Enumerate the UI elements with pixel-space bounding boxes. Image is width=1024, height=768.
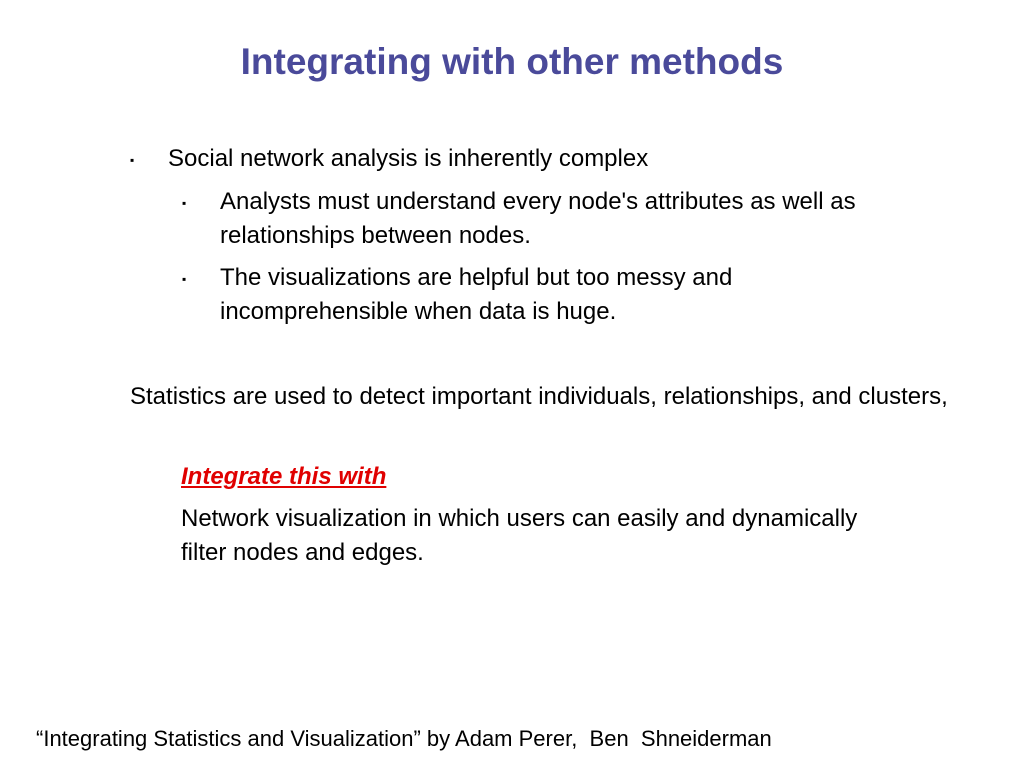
integrate-emphasis: Integrate this with xyxy=(181,463,387,490)
bullet-marker: ▪ xyxy=(130,153,135,167)
sub-bullet-marker: ▪ xyxy=(182,272,187,286)
statistics-paragraph: Statistics are used to detect important individuals, relationships, and clusters, xyxy=(130,383,948,410)
sub-bullet-attributes: Analysts must understand every node's attributes as well as relationships between nodes. xyxy=(220,188,856,249)
slide-title: Integrating with other methods xyxy=(240,41,784,82)
citation-footer: “Integrating Statistics and Visualization” by Adam Perer, Ben Shneiderman xyxy=(36,726,772,751)
sub-bullet-visualizations: The visualizations are helpful but too messy and incomprehensible when data is huge. xyxy=(220,264,733,325)
bullet-item-complexity: Social network analysis is inherently complex xyxy=(168,145,649,172)
network-visualization-text: Network visualization in which users can easily and dynamically filter nodes and edges. xyxy=(181,505,858,566)
sub-bullet-marker: ▪ xyxy=(182,196,187,210)
